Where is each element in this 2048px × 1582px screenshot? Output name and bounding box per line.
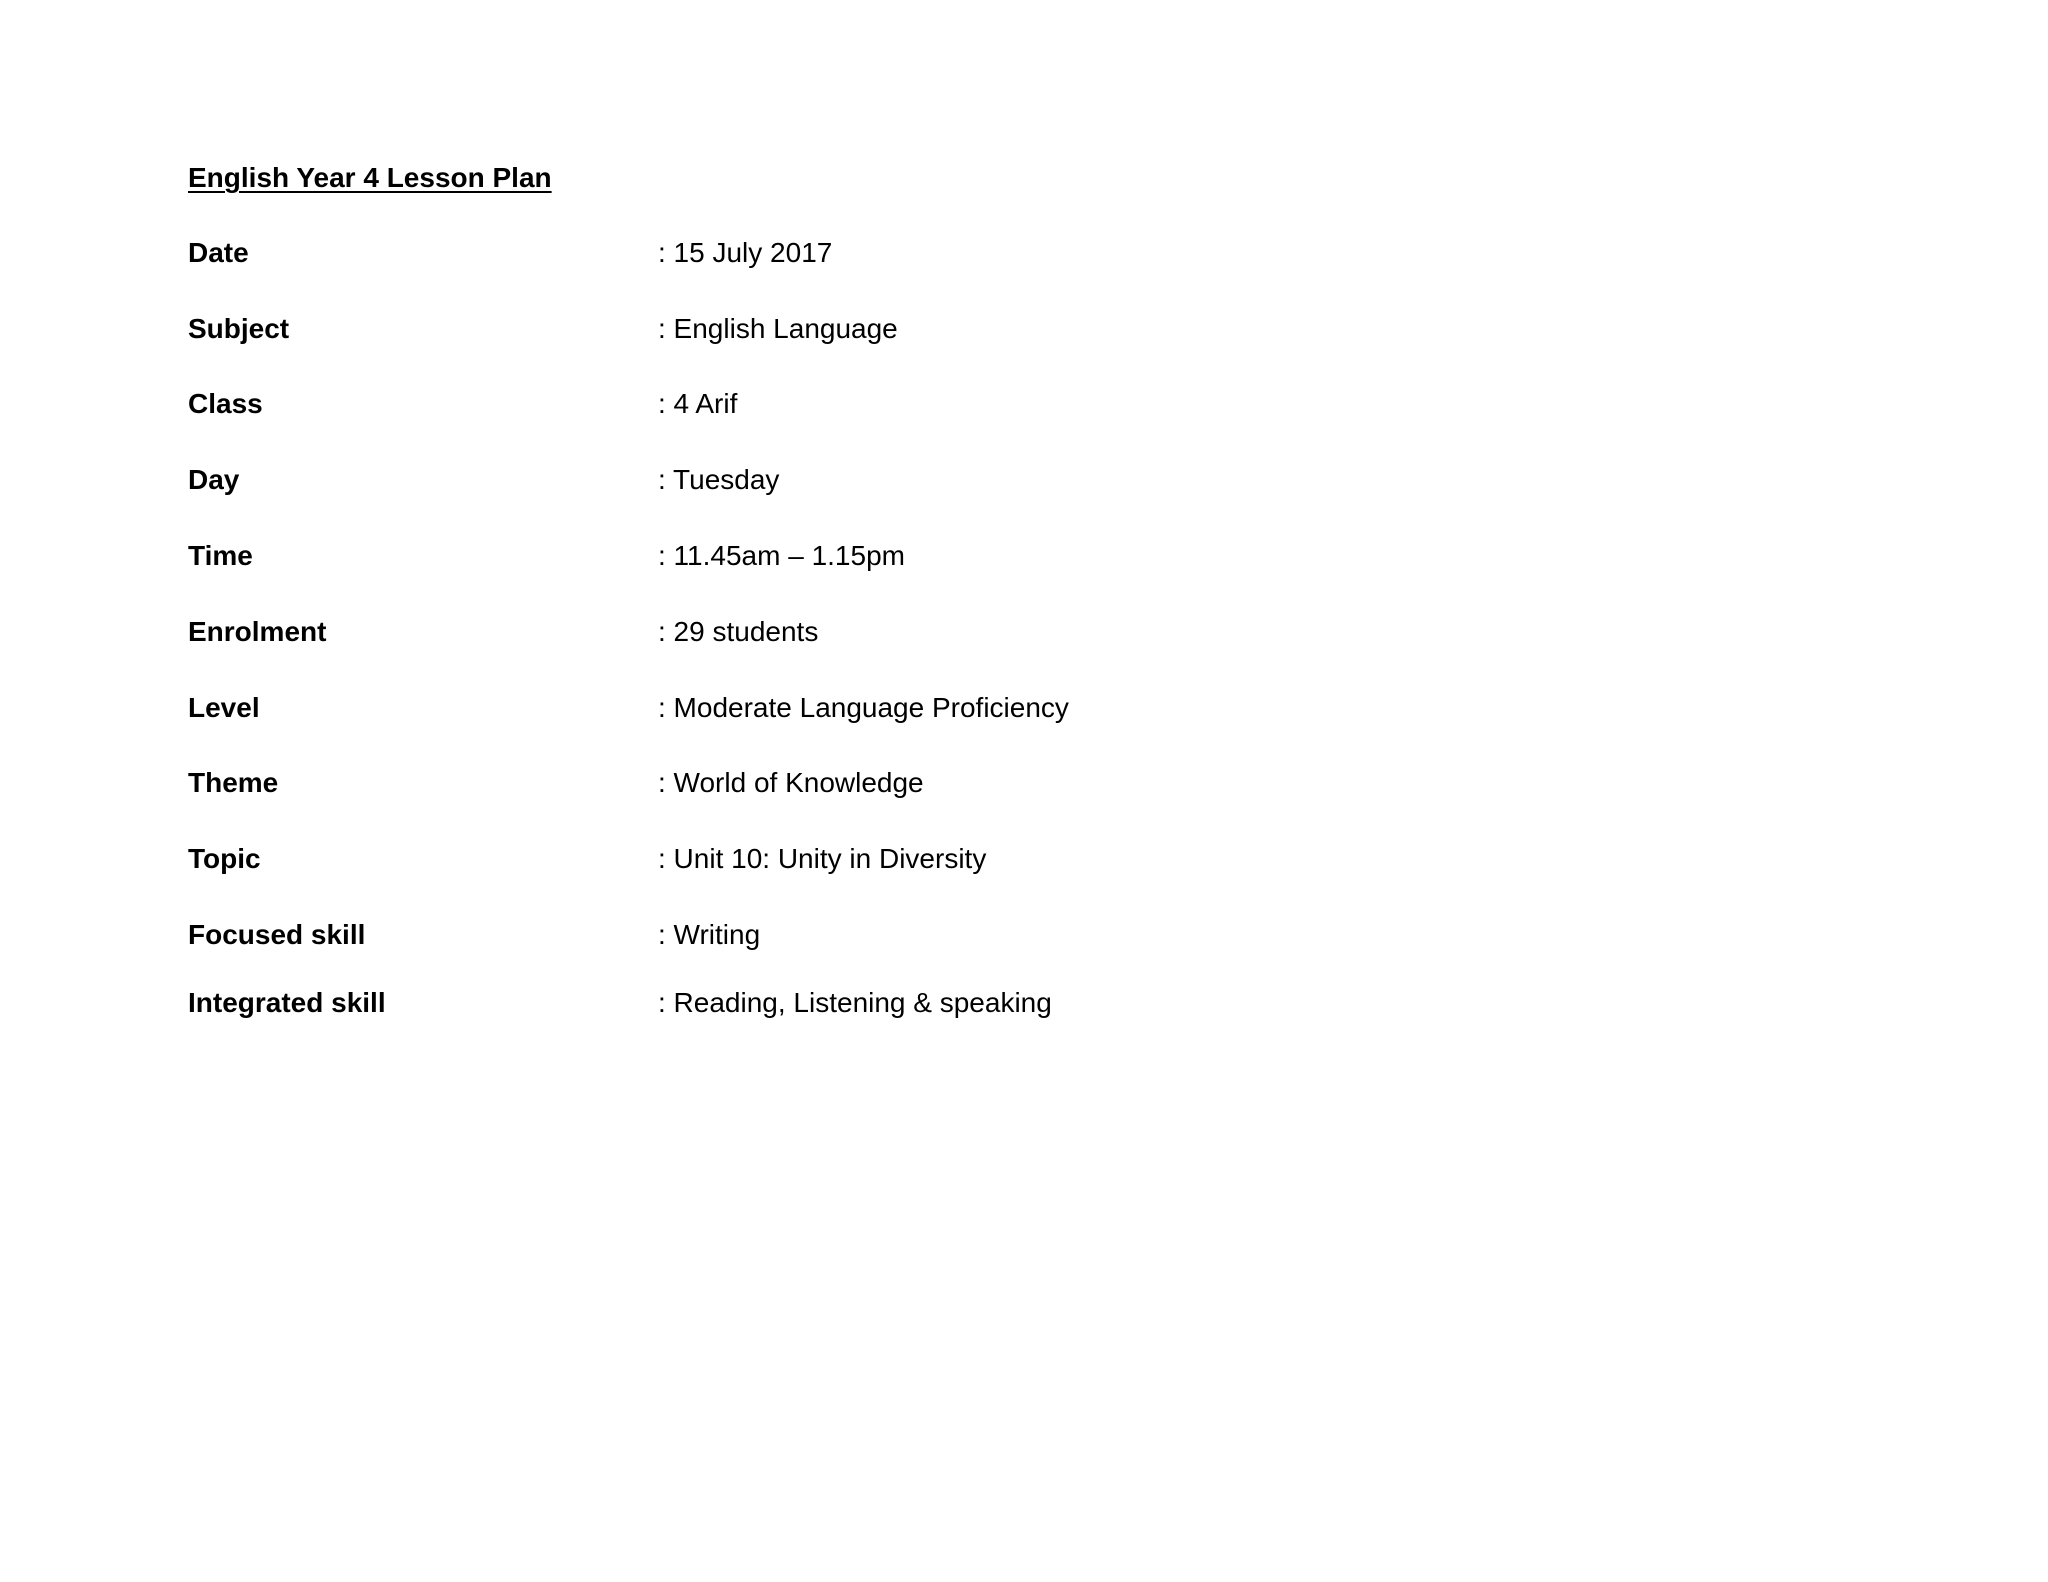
field-value-integrated-skill: : Reading, Listening & speaking	[658, 987, 1052, 1018]
field-row-enrolment	[188, 612, 1588, 652]
field-value-subject: : English Language	[658, 313, 898, 344]
field-label-class: Class	[188, 388, 263, 419]
field-label-theme: Theme	[188, 767, 279, 798]
field-value-theme: : World of Knowledge	[658, 767, 924, 798]
field-row-focused-skill	[188, 915, 1588, 955]
field-value-date: : 15 July 2017	[658, 237, 833, 268]
field-value-day: : Tuesday	[658, 464, 780, 495]
field-row-topic	[188, 839, 1588, 879]
field-label-focused-skill: Focused skill	[188, 919, 366, 950]
field-value-topic: : Unit 10: Unity in Diversity	[658, 843, 987, 874]
field-row-time	[188, 536, 1588, 576]
field-row-class	[188, 384, 1588, 424]
field-label-enrolment: Enrolment	[188, 616, 327, 647]
field-label-date: Date	[188, 237, 249, 268]
field-label-time: Time	[188, 540, 253, 571]
field-value-focused-skill: : Writing	[658, 919, 761, 950]
field-label-day: Day	[188, 464, 240, 495]
field-label-integrated-skill: Integrated skill	[188, 987, 386, 1018]
field-value-class: : 4 Arif	[658, 388, 738, 419]
field-value-level: : Moderate Language Proficiency	[658, 692, 1069, 723]
field-label-level: Level	[188, 692, 260, 723]
field-value-time: : 11.45am – 1.15pm	[658, 540, 905, 571]
field-value-enrolment: : 29 students	[658, 616, 819, 647]
field-label-subject: Subject	[188, 313, 290, 344]
field-row-subject	[188, 309, 1588, 349]
field-row-theme	[188, 763, 1588, 803]
field-row-day	[188, 460, 1588, 500]
field-label-topic: Topic	[188, 843, 261, 874]
field-row-date	[188, 233, 1588, 273]
field-row-integrated-skill	[188, 983, 1588, 1023]
field-row-level	[188, 688, 1588, 728]
document-title: English Year 4 Lesson Plan	[188, 162, 552, 193]
